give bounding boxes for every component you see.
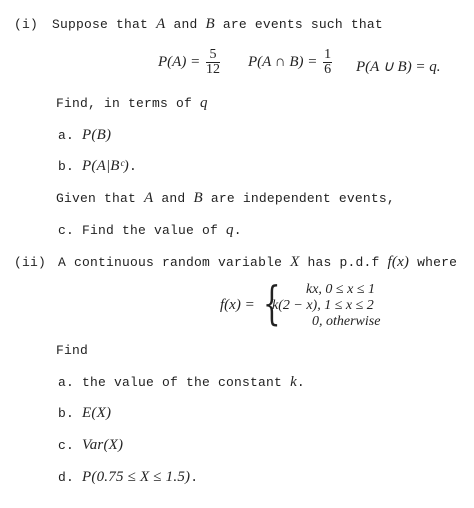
part-ii-question-b: b. E(X) (58, 405, 112, 421)
part-ii-question-d: d. P(0.75 ≤ X ≤ 1.5). (58, 469, 199, 485)
part-i-label: (i) (14, 17, 39, 32)
part-i-given: Given that A and B are independent events, (56, 190, 395, 206)
left-brace-icon: { (263, 276, 281, 330)
equation-p-a: P(A) = $\frac{5}{12}$ (158, 47, 220, 77)
part-ii-intro: (ii) A continuous random variable X has p.d.f f(x) where (14, 254, 458, 270)
equation-p-a-or-b: P(A ∪ B) = q. (356, 59, 441, 75)
fraction-1-6: $\frac{1}{6}$ (324, 47, 332, 77)
part-ii-question-a: a. the value of the constant k. (58, 374, 305, 390)
pdf-case-1: kx, 0 ≤ x ≤ 1 (306, 282, 376, 297)
fraction-5-12: $\frac{5}{12}$ (205, 47, 220, 77)
part-ii-find: Find (56, 343, 89, 358)
part-i-find: Find, in terms of q (56, 95, 208, 111)
part-i-question-a: a. P(B) (58, 127, 112, 143)
part-ii-label: (ii) (14, 255, 47, 270)
part-i-question-c: c. Find the value of q. (58, 222, 242, 238)
part-i-intro: (i) Suppose that A and B are events such that (14, 16, 383, 32)
pdf-lhs: f(x) = (220, 297, 255, 313)
equation-p-a-and-b: P(A ∩ B) = $\frac{1}{6}$ (248, 47, 332, 77)
part-i-question-b: b. P(A|Bᶜ). (58, 158, 137, 174)
pdf-case-3: 0, otherwise (312, 314, 381, 329)
pdf-case-2: k(2 − x), 1 ≤ x ≤ 2 (272, 298, 374, 313)
part-ii-question-c: c. Var(X) (58, 437, 124, 453)
